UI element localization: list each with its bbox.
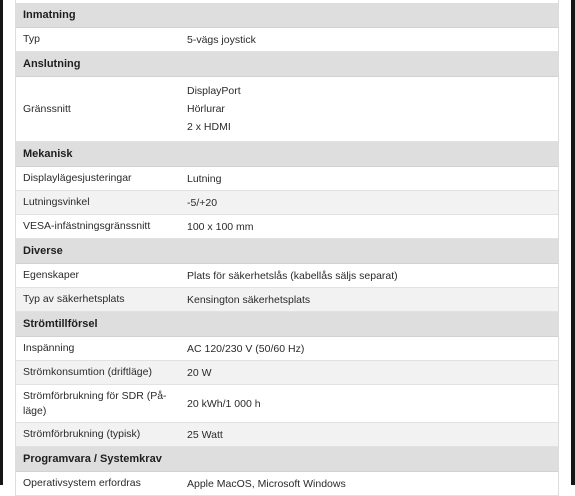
spec-row-sakerhetsplats bbox=[16, 288, 558, 312]
section-header-anslutning: Anslutning bbox=[16, 52, 558, 77]
spec-table bbox=[15, 0, 559, 496]
spec-key: Typ av säkerhetsplats bbox=[23, 293, 125, 305]
spec-key: Inspänning bbox=[23, 342, 75, 354]
spec-key: Egenskaper bbox=[23, 269, 80, 281]
spec-row-typ bbox=[16, 28, 558, 52]
spec-value: AC 120/230 V (50/60 Hz) bbox=[187, 342, 305, 355]
right-frame-edge bbox=[571, 0, 575, 485]
spec-value: 100 x 100 mm bbox=[187, 220, 254, 233]
spec-row-vesa bbox=[16, 215, 558, 239]
spec-key: VESA-infästningsgränssnitt bbox=[23, 220, 151, 232]
spec-row-granssnitt bbox=[16, 77, 558, 142]
spec-value-cell bbox=[187, 288, 558, 311]
spec-key: Gränssnitt bbox=[23, 102, 71, 115]
spec-key: Strömförbrukning (typisk) bbox=[23, 428, 141, 440]
right-margin bbox=[558, 0, 571, 485]
spec-row-displaylagesjusteringar bbox=[16, 167, 558, 191]
spec-value: 20 kWh/1 000 h bbox=[187, 397, 261, 410]
spec-value: -5/+20 bbox=[187, 196, 218, 209]
spec-key: Lutningsvinkel bbox=[23, 196, 90, 208]
spec-row-typisk-forbrukning bbox=[16, 423, 558, 447]
spec-value: Apple MacOS, Microsoft Windows bbox=[187, 477, 346, 490]
spec-value-cell bbox=[187, 28, 558, 51]
spec-value: Kensington säkerhetsplats bbox=[187, 293, 311, 306]
spec-key: Operativsystem erfordras bbox=[23, 477, 141, 489]
spec-row-stromkonsumtion bbox=[16, 361, 558, 385]
spec-key: Displaylägesjusteringar bbox=[23, 172, 132, 184]
spec-key: Strömkonsumtion (driftläge) bbox=[23, 366, 152, 378]
spec-value: Plats för säkerhetslås (kabellås säljs separat) bbox=[187, 269, 398, 282]
spec-key: Typ bbox=[23, 33, 40, 45]
section-header-diverse: Diverse bbox=[16, 239, 558, 264]
spec-value-cell bbox=[187, 337, 558, 360]
spec-value-cell bbox=[187, 77, 558, 141]
spec-row-operativsystem bbox=[16, 472, 558, 496]
spec-value: 2 x HDMI bbox=[187, 121, 231, 133]
spec-value: 25 Watt bbox=[187, 428, 223, 441]
spec-value: 5-vägs joystick bbox=[187, 33, 256, 46]
spec-value-cell bbox=[187, 472, 558, 495]
spec-key: Strömförbrukning för SDR (På-läge) bbox=[23, 389, 167, 417]
spec-value: DisplayPort bbox=[187, 85, 241, 97]
section-header-mekanisk: Mekanisk bbox=[16, 142, 558, 167]
spec-row-inspanning bbox=[16, 337, 558, 361]
spec-row-egenskaper bbox=[16, 264, 558, 288]
spec-value-cell bbox=[187, 385, 558, 422]
spec-value-cell bbox=[187, 361, 558, 384]
spec-value-cell bbox=[187, 215, 558, 238]
spec-value: 20 W bbox=[187, 366, 212, 379]
spec-row-lutningsvinkel bbox=[16, 191, 558, 215]
spec-row-sdr-forbrukning bbox=[16, 385, 558, 423]
spec-value-cell bbox=[187, 264, 558, 287]
spec-value-cell bbox=[187, 191, 558, 214]
section-header-stromtillforsel: Strömtillförsel bbox=[16, 312, 558, 337]
left-frame-edge bbox=[0, 0, 3, 485]
section-header-inmatning: Inmatning bbox=[16, 3, 558, 28]
spec-value-cell bbox=[187, 423, 558, 446]
spec-value: Lutning bbox=[187, 172, 222, 185]
section-header-programvara: Programvara / Systemkrav bbox=[16, 447, 558, 472]
spec-value-cell bbox=[187, 167, 558, 190]
spec-value: Hörlurar bbox=[187, 103, 225, 115]
